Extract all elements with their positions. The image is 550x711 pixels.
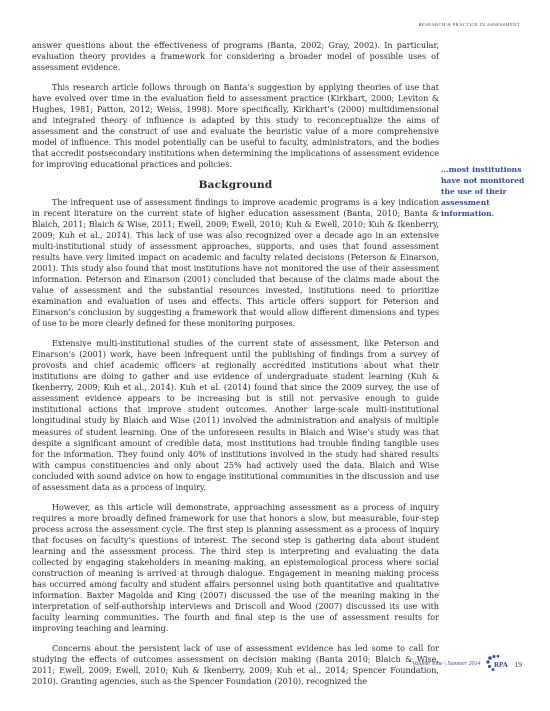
page-footer [412,656,522,672]
journal-issue: Volume Nine | Summer 2014 [412,661,481,667]
article-body [32,40,439,697]
rpa-logo-icon [485,654,509,674]
paragraph: The infrequent use of assessment findings to improve academic programs is a key indication in recent literature on the current state of higher education assessment (Banta, 2010; Banta & Blaich, 2011; Blaich & Wise, 2011; Ewell, 2009; Ewell, 2010; Kuh & Ewell, 2010; Kuh & Ikenberry, 2009; Kuh et al., 2014). This lack of use was also recognized over a decade ago in an extensive multi-institutional study of assessment approaches, supports, and uses that found assessment results have very limited impact on academic and faculty related decisions (Peterson & Einarson, 2001). This study also found that most institutions have not monitored the use of their assessment information. Peterson and Einarson (2001) concluded that because of the claims made about the value of assessment and the substantial resources invested, institutions need to prioritize examination and evaluation of uses and effects. This article offers support for Peterson and Einarson’s conclusion by suggesting a framework that would allow different dimensions and types of use to be more clearly defined for these monitoring purposes. [32,197,439,329]
paragraph: However, as this article will demonstrate, approaching assessment as a process of inquiry requires a more broadly defined framework for use that honors a slow, but measurable, four-step process across the assessment cycle. The first step is planning assessment as a process of inquiry that focuses on faculty’s questions of interest. The second step is gathering data about student learning and the assessment process. The third step is interpreting and evaluating the data collected by engaging stakeholders in meaning making, an epistemological process where social construction of meaning is arrived at through dialogue. Engagement in meaning making process has occurred among faculty and student affairs personnel using both quantitative and qualitative information. Baxter Magolda and King (2007) discussed the use of the meaning making in the interpretation of self-authorship interviews and Driscoll and Wood (2007) discussed its use with faculty learning communities. The fourth and final step is the use of assessment results for improving teaching and learning. [32,502,439,634]
paragraph: Extensive multi-institutional studies of the current state of assessment, like Peterson and Einarson’s (2001) work, have been infrequent until the publishing of findings from a survey of provosts and chief academic officers at regionally accredited institutions about what their institutions are doing to gather and use evidence of undergraduate student learning (Kuh & Ikenberry, 2009; Kuh et al., 2014). Kuh et al. (2014) found that since the 2009 survey, the use of assessment evidence appears to be increasing but is still not pervasive enough to guide institutional actions that improve student outcomes. Another large-scale multi-institutional longitudinal study by Blaich and Wise (2011) involved the administration and analysis of multiple measures of student learning. One of the unforeseen results in Blaich and Wise’s study was that despite a significant amount of credible data, most institutions had trouble finding tangible uses for the information. They found only 40% of institutions involved in the study had shared results with campus constituencies and only about 25% had actively used the data. Blaich and Wise concluded with sound advice on how to engage institutional communities in the discussion and use of assessment data as a process of inquiry. [32,339,439,492]
pull-quote: …most institutions have not monitored the use of their assessment information. [441,165,525,218]
paragraph: answer questions about the effectiveness of programs (Banta, 2002; Gray, 2002). In particular, evaluation theory provides a framework for considering a broader model of possible uses of assessment evidence. [32,41,439,73]
paragraph: This research article follows through on Banta’s suggestion by applying theories of use that have evolved over time in the evaluation field to assessment practice (Kirkhart, 2000; Leviton & Hughes, 1981; Patton, 2012; Weiss, 1998). More specifically, Kirkhart’s (2000) multidimensional and integrated theory of influence is adapted by this study to reconceptualize the aims of assessment and the construct of use and evaluate the heuristic value of a more comprehensive model of influence. This model potentially can be useful to faculty, administrators, and the bodies that accredit postsecondary institutions when determining the implications of assessment evidence for improving educational practices and policies. [32,83,439,170]
paragraph: Concerns about the persistent lack of use of assessment evidence has led some to call for studying the effects of outcomes assessment on decision making (Banta 2010; Blaich & Wise, 2011; Ewell, 2009; Ewell, 2010; Kuh & Ikenberry, 2009; Kuh et al., 2014; Spencer Foundation, 2010). Granting agencies, such as the Spencer Foundation (2010), recognized the [32,644,439,687]
logo-text: RPA [493,661,508,669]
running-head: RESEARCH & PRACTICE IN ASSESSMENT [418,22,520,27]
page-number: 19 [514,659,522,669]
section-heading: Background [198,178,273,191]
